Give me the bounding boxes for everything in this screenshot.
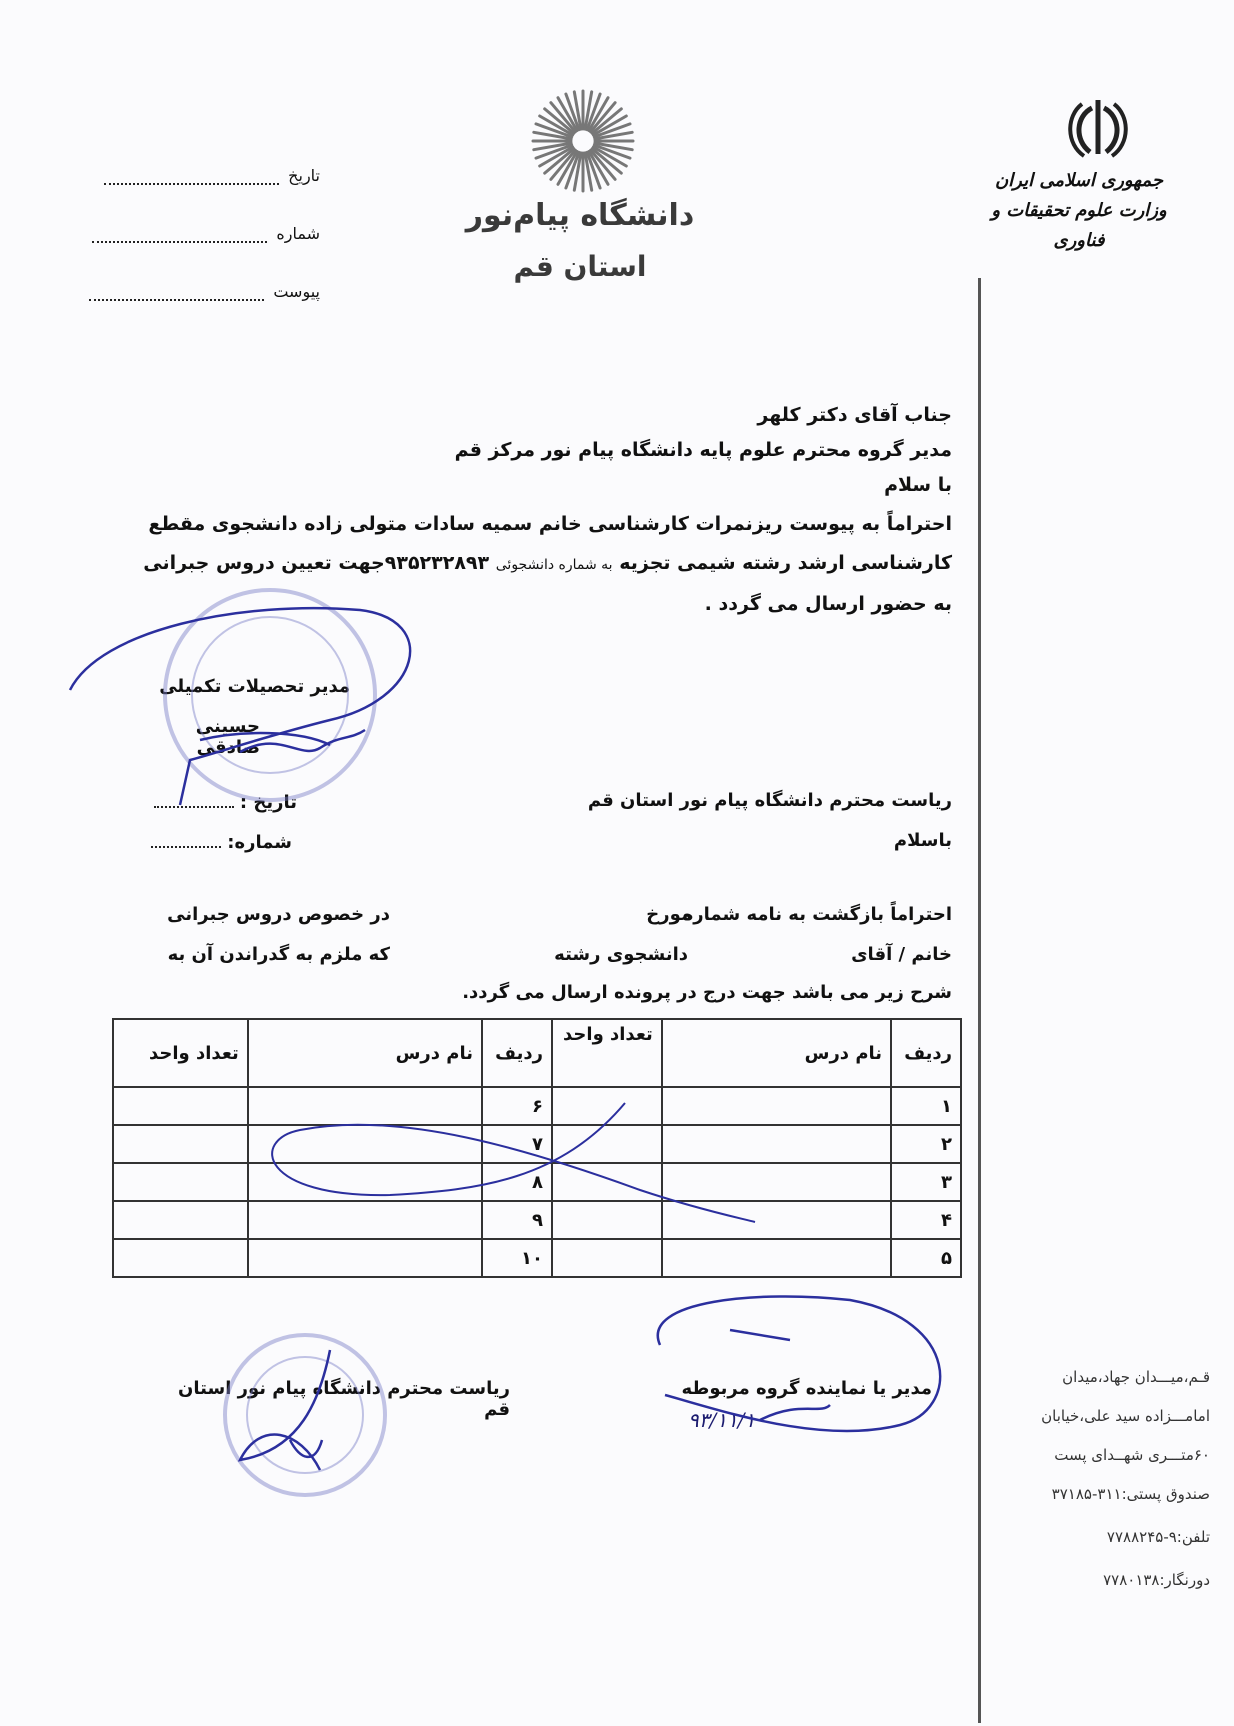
header-units-left: تعداد واحد bbox=[113, 1019, 248, 1087]
date-label: تاریخ bbox=[288, 166, 320, 185]
number-field bbox=[60, 224, 320, 243]
attachment-dots bbox=[89, 299, 264, 301]
table-cell bbox=[113, 1239, 248, 1277]
reply-line-2-a: خانم / آقای bbox=[851, 944, 952, 965]
reply-number-label: شماره: bbox=[227, 832, 292, 853]
reply-recipient: ریاست محترم دانشگاه پیام نور استان قم bbox=[587, 790, 952, 811]
table-cell bbox=[248, 1087, 482, 1125]
student-number-label: به شماره دانشجوئی bbox=[495, 557, 613, 573]
table-cell: ۴ bbox=[891, 1201, 961, 1239]
table-row bbox=[113, 1201, 961, 1239]
letter-one bbox=[92, 398, 952, 622]
table-cell bbox=[552, 1239, 662, 1277]
signature-one-icon bbox=[70, 608, 410, 805]
courses-table bbox=[112, 1018, 962, 1278]
margin-divider bbox=[978, 278, 981, 1723]
reply-line-2-c: که ملزم به گدراندن آن به bbox=[167, 944, 390, 965]
letter-line-3: به حضور ارسال می گردد . bbox=[704, 593, 952, 615]
attachment-field bbox=[60, 282, 320, 301]
table-cell bbox=[113, 1087, 248, 1125]
province-name: استان قم bbox=[513, 250, 647, 283]
recipient-title: مدیر گروه محترم علوم پایه دانشگاه پیام نور مرکز قم bbox=[454, 439, 952, 461]
greeting: با سلام bbox=[884, 474, 952, 496]
letter-line-2 bbox=[92, 546, 952, 583]
reply-date bbox=[135, 792, 297, 813]
signer-name: حسینی صادقی bbox=[195, 716, 260, 758]
table-cell bbox=[662, 1239, 891, 1277]
ministry-name: وزارت علوم تحقیقات و فناوری bbox=[991, 200, 1167, 251]
table-cell: ۵ bbox=[891, 1239, 961, 1277]
degree-text: کارشناسی ارشد رشته شیمی تجزیه bbox=[619, 552, 952, 574]
table-cell: ۶ bbox=[482, 1087, 552, 1125]
table-cell: ۱ bbox=[891, 1087, 961, 1125]
table-header-row bbox=[113, 1019, 961, 1087]
reply-line-2-b: دانشجوی رشته bbox=[554, 944, 688, 965]
fax: دورنگار:۷۷۸۰۱۳۸ bbox=[1103, 1571, 1210, 1589]
address-line-1: قـم،میـــدان جهاد،میدان bbox=[1062, 1368, 1210, 1386]
table-cell bbox=[248, 1163, 482, 1201]
table-cell: ۸ bbox=[482, 1163, 552, 1201]
student-number-text: ۹۳۵۲۳۲۸۹۳جهت تعیین دروس جبرانی bbox=[143, 552, 490, 574]
header-row-index-left: ردیف bbox=[482, 1019, 552, 1087]
address-line-2: امامـــزاده سید علی،خیابان bbox=[1041, 1407, 1210, 1425]
table-row bbox=[113, 1087, 961, 1125]
table-cell bbox=[662, 1163, 891, 1201]
table-cell: ۹ bbox=[482, 1201, 552, 1239]
table-cell bbox=[113, 1163, 248, 1201]
address-line-3: ۶۰متـــری شهــدای پست bbox=[1054, 1446, 1210, 1464]
handwritten-date: ۹۳/۱۱/۱ bbox=[688, 1408, 756, 1432]
address-block bbox=[985, 1358, 1210, 1600]
table-cell bbox=[552, 1201, 662, 1239]
table-cell bbox=[113, 1201, 248, 1239]
table-cell bbox=[662, 1125, 891, 1163]
letter-line-1: احتراماً به پیوست ریزنمرات کارشناسی خانم سمیه سادات متولی زاده دانشجوی مقطع bbox=[148, 513, 952, 535]
reply-greeting: باسلام bbox=[893, 830, 952, 851]
header-course-name-left: نام درس bbox=[248, 1019, 482, 1087]
table-cell: ۱۰ bbox=[482, 1239, 552, 1277]
table-cell bbox=[113, 1125, 248, 1163]
table-cell: ۲ bbox=[891, 1125, 961, 1163]
table-cell bbox=[248, 1201, 482, 1239]
reply-line-1-c: در خصوص دروس جبرانی bbox=[167, 904, 390, 925]
number-label: شماره bbox=[276, 224, 320, 243]
republic-name: جمهوری اسلامی ایران bbox=[994, 170, 1164, 191]
date-field bbox=[60, 166, 320, 185]
reply-number-dots bbox=[151, 846, 221, 848]
header-course-name-right: نام درس bbox=[662, 1019, 891, 1087]
table-cell bbox=[552, 1125, 662, 1163]
president-label: ریاست محترم دانشگاه پیام نور استان قم bbox=[178, 1378, 510, 1420]
table-cell bbox=[248, 1239, 482, 1277]
attachment-label: پیوست bbox=[273, 282, 320, 301]
salutation: جناب آقای دکتر کلهر bbox=[757, 404, 952, 426]
reply-line-3: شرح زیر می باشد جهت درج در پرونده ارسال می گردد. bbox=[462, 982, 952, 1003]
reply-line-1-b: مورخ bbox=[646, 904, 692, 925]
signer-title: مدیر تحصیلات تکمیلی bbox=[159, 676, 350, 697]
table-cell bbox=[662, 1201, 891, 1239]
phone: تلفن:۹-۷۷۸۸۲۴۵ bbox=[1106, 1528, 1210, 1546]
table-row bbox=[113, 1163, 961, 1201]
reply-date-dots bbox=[154, 806, 234, 808]
reply-date-label: تاریخ : bbox=[239, 792, 297, 813]
table-row bbox=[113, 1125, 961, 1163]
table-cell bbox=[552, 1163, 662, 1201]
number-dots bbox=[92, 241, 267, 243]
address-line-4: صندوق پستی:۳۱۱-۳۷۱۸۵ bbox=[1051, 1485, 1210, 1503]
date-dots bbox=[104, 183, 279, 185]
header-units-right: تعداد واحد bbox=[552, 1019, 662, 1087]
iran-emblem-icon bbox=[1062, 96, 1134, 160]
reply-line-1-a: احتراماً بازگشت به نامه شماره bbox=[682, 904, 952, 925]
reply-number bbox=[150, 832, 292, 853]
table-cell bbox=[662, 1087, 891, 1125]
group-representative-label: مدیر یا نماینده گروه مربوطه bbox=[681, 1378, 932, 1399]
header-row-index-right: ردیف bbox=[891, 1019, 961, 1087]
ministry-header bbox=[964, 166, 1194, 256]
table-cell: ۷ bbox=[482, 1125, 552, 1163]
table-row bbox=[113, 1239, 961, 1277]
university-logo-icon bbox=[530, 88, 636, 194]
university-name: دانشگاه پیام‌نور bbox=[465, 198, 695, 233]
table-cell: ۳ bbox=[891, 1163, 961, 1201]
table-cell bbox=[552, 1087, 662, 1125]
table-cell bbox=[248, 1125, 482, 1163]
